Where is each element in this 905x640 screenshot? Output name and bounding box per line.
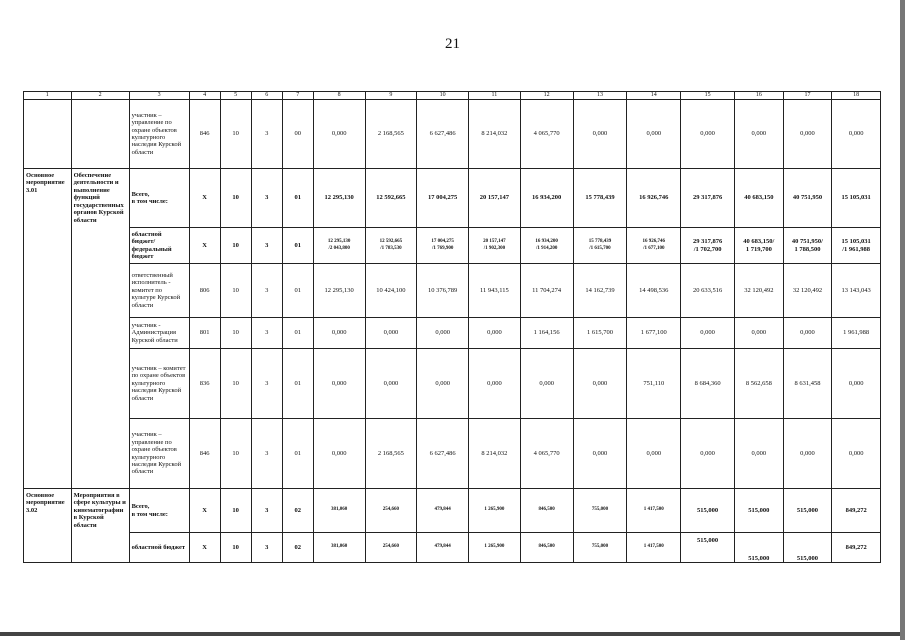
value-cell: 1 417,500 [627,533,681,563]
value-cell: 0,000 [313,100,365,169]
value-cell: 12 295,130 [313,169,365,228]
value-cell: 14 162,739 [573,264,627,318]
value-cell: 846,500 [520,533,573,563]
header-cell: 6 [251,92,282,100]
table-row [24,489,881,533]
value-cell: 0,000 [573,349,627,419]
value-cell: 11 943,115 [469,264,521,318]
value-cell: 15 778,439 /1 615,700 [573,228,627,264]
value-cell: 01 [282,318,313,349]
value-cell: 10 [220,489,251,533]
header-cell: 15 [681,92,735,100]
value-cell: 01 [282,264,313,318]
value-cell: 13 143,043 [832,264,881,318]
value-cell: 01 [282,349,313,419]
measure-cell [24,100,72,169]
value-cell: 12 592,665 /1 783,530 [365,228,417,264]
value-cell: 1 265,900 [469,489,521,533]
header-cell: 9 [365,92,417,100]
value-cell: Х [189,169,220,228]
value-cell: 15 105,031 [832,169,881,228]
value-cell: 0,000 [469,349,521,419]
header-cell: 7 [282,92,313,100]
value-cell: 1 265,900 [469,533,521,563]
value-cell: 0,000 [520,349,573,419]
measure-cell: Основное мероприятие 3.02 [24,489,72,563]
value-cell: 16 934,200 /1 914,200 [520,228,573,264]
header-cell: 13 [573,92,627,100]
executor-cell: Всего, в том числе: [129,489,189,533]
header-cell: 11 [469,92,521,100]
value-cell: 0,000 [735,419,784,489]
value-cell: 15 105,031 /1 961,988 [832,228,881,264]
value-cell: 01 [282,169,313,228]
value-cell: 0,000 [681,100,735,169]
value-cell: 16 926,746 [627,169,681,228]
value-cell: 0,000 [573,100,627,169]
value-cell: 755,000 [573,489,627,533]
executor-cell: Всего, в том числе: [129,169,189,228]
header-cell: 8 [313,92,365,100]
header-cell: 2 [71,92,129,100]
header-cell: 4 [189,92,220,100]
value-cell: Х [189,228,220,264]
value-cell: 10 [220,419,251,489]
value-cell: 10 [220,349,251,419]
value-cell: 10 [220,100,251,169]
value-cell: 849,272 [832,533,881,563]
header-cell: 16 [735,92,784,100]
value-cell: 3 [251,264,282,318]
table-row [24,264,881,318]
value-cell: 515,000 [681,489,735,533]
value-cell: 515,000 [681,533,735,563]
value-cell: 6 627,486 [417,100,469,169]
value-cell: 29 317,876 /1 702,700 [681,228,735,264]
value-cell: 00 [282,100,313,169]
value-cell: 01 [282,228,313,264]
executor-cell: ответственный исполнитель - комитет по культуре Курской области [129,264,189,318]
value-cell: 12 592,665 [365,169,417,228]
value-cell: 0,000 [783,419,832,489]
value-cell: 2 168,565 [365,100,417,169]
value-cell: 8 631,458 [783,349,832,419]
value-cell: 16 926,746 /1 677,100 [627,228,681,264]
measure-name-cell: Обеспечение деятельности и выполнение функций государственных органов Курской области [71,169,129,489]
value-cell: 3 [251,419,282,489]
measure-cell: Основное мероприятие 3.01 [24,169,72,489]
value-cell: 0,000 [832,100,881,169]
header-cell: 17 [783,92,832,100]
value-cell: 10 424,100 [365,264,417,318]
value-cell: 14 498,536 [627,264,681,318]
table-row [24,349,881,419]
scan-border-bottom [0,632,905,636]
value-cell: 32 120,492 [783,264,832,318]
value-cell: 0,000 [832,349,881,419]
page-number: 21 [445,36,460,52]
scan-border-right [900,0,905,640]
value-cell: 3 [251,169,282,228]
executor-cell: участник – комитет по охране объектов культурного наследия Курской области [129,349,189,419]
value-cell: 15 778,439 [573,169,627,228]
header-cell: 10 [417,92,469,100]
value-cell: 3 [251,349,282,419]
value-cell: 17 004,275 /1 769,900 [417,228,469,264]
value-cell: 479,844 [417,533,469,563]
header-cell: 3 [129,92,189,100]
value-cell: 755,000 [573,533,627,563]
value-cell: 0,000 [365,318,417,349]
value-cell: 8 214,032 [469,100,521,169]
value-cell: 1 961,988 [832,318,881,349]
value-cell: 8 684,360 [681,349,735,419]
header-row [24,92,881,100]
header-cell: 12 [520,92,573,100]
value-cell: 10 [220,318,251,349]
value-cell: 515,000 [783,533,832,563]
value-cell: 515,000 [735,489,784,533]
value-cell: 0,000 [681,318,735,349]
value-cell: 2 168,565 [365,419,417,489]
measure-name-cell [71,100,129,169]
value-cell: 32 120,492 [735,264,784,318]
value-cell: 0,000 [735,318,784,349]
value-cell: 11 704,274 [520,264,573,318]
value-cell: 0,000 [783,100,832,169]
header-cell: 5 [220,92,251,100]
value-cell: 10 [220,169,251,228]
value-cell: Х [189,489,220,533]
value-cell: 0,000 [681,419,735,489]
value-cell: 254,660 [365,489,417,533]
value-cell: 0,000 [627,100,681,169]
value-cell: 751,110 [627,349,681,419]
value-cell: 40 751,950 [783,169,832,228]
value-cell: 40 683,150/ 1 719,700 [735,228,784,264]
value-cell: 0,000 [313,349,365,419]
value-cell: 1 417,500 [627,489,681,533]
value-cell: 3 [251,533,282,563]
value-cell: 10 376,789 [417,264,469,318]
value-cell: 0,000 [573,419,627,489]
executor-cell: участник – управление по охране объектов культурного наследия Курской области [129,100,189,169]
value-cell: 8 214,032 [469,419,521,489]
value-cell: 0,000 [783,318,832,349]
value-cell: 40 751,950/ 1 788,500 [783,228,832,264]
executor-cell: участник – управление по охране объектов культурного наследия Курской области [129,419,189,489]
value-cell: 12 295,130 /2 043,800 [313,228,365,264]
table-row [24,533,881,563]
value-cell: 3 [251,318,282,349]
value-cell: 1 615,700 [573,318,627,349]
value-cell: 20 157,147 [469,169,521,228]
budget-table [23,91,881,563]
value-cell: 8 562,658 [735,349,784,419]
value-cell: 40 683,150 [735,169,784,228]
executor-cell: областной бюджет/ федеральный бюджет [129,228,189,264]
value-cell: 4 065,770 [520,419,573,489]
value-cell: 01 [282,419,313,489]
table-row [24,169,881,228]
table-row [24,100,881,169]
value-cell: 16 934,200 [520,169,573,228]
value-cell: Х [189,533,220,563]
value-cell: 849,272 [832,489,881,533]
table-row [24,419,881,489]
value-cell: 0,000 [417,349,469,419]
header-cell: 1 [24,92,72,100]
table-row [24,318,881,349]
value-cell: 3 [251,100,282,169]
header-cell: 14 [627,92,681,100]
value-cell: 254,660 [365,533,417,563]
value-cell: 0,000 [365,349,417,419]
value-cell: 0,000 [313,419,365,489]
measure-name-cell: Мероприятия в сфере культуры и кинематографии в Курской области [71,489,129,563]
value-cell: 20 633,516 [681,264,735,318]
value-cell: 12 295,130 [313,264,365,318]
value-cell: 0,000 [735,100,784,169]
value-cell: 381,060 [313,489,365,533]
value-cell: 1 164,156 [520,318,573,349]
value-cell: 381,060 [313,533,365,563]
table-row [24,228,881,264]
value-cell: 801 [189,318,220,349]
value-cell: 0,000 [627,419,681,489]
value-cell: 17 004,275 [417,169,469,228]
value-cell: 0,000 [417,318,469,349]
header-cell: 18 [832,92,881,100]
value-cell: 10 [220,533,251,563]
executor-cell: областной бюджет [129,533,189,563]
value-cell: 846 [189,100,220,169]
value-cell: 515,000 [735,533,784,563]
value-cell: 02 [282,533,313,563]
value-cell: 0,000 [313,318,365,349]
value-cell: 806 [189,264,220,318]
value-cell: 29 317,876 [681,169,735,228]
value-cell: 3 [251,489,282,533]
value-cell: 479,844 [417,489,469,533]
value-cell: 6 627,486 [417,419,469,489]
value-cell: 0,000 [832,419,881,489]
value-cell: 515,000 [783,489,832,533]
value-cell: 0,000 [469,318,521,349]
value-cell: 1 677,100 [627,318,681,349]
value-cell: 02 [282,489,313,533]
value-cell: 4 065,770 [520,100,573,169]
value-cell: 846 [189,419,220,489]
value-cell: 846,500 [520,489,573,533]
value-cell: 836 [189,349,220,419]
value-cell: 3 [251,228,282,264]
value-cell: 10 [220,228,251,264]
executor-cell: участник - Администрация Курской области [129,318,189,349]
value-cell: 20 157,147 /1 902,300 [469,228,521,264]
value-cell: 10 [220,264,251,318]
